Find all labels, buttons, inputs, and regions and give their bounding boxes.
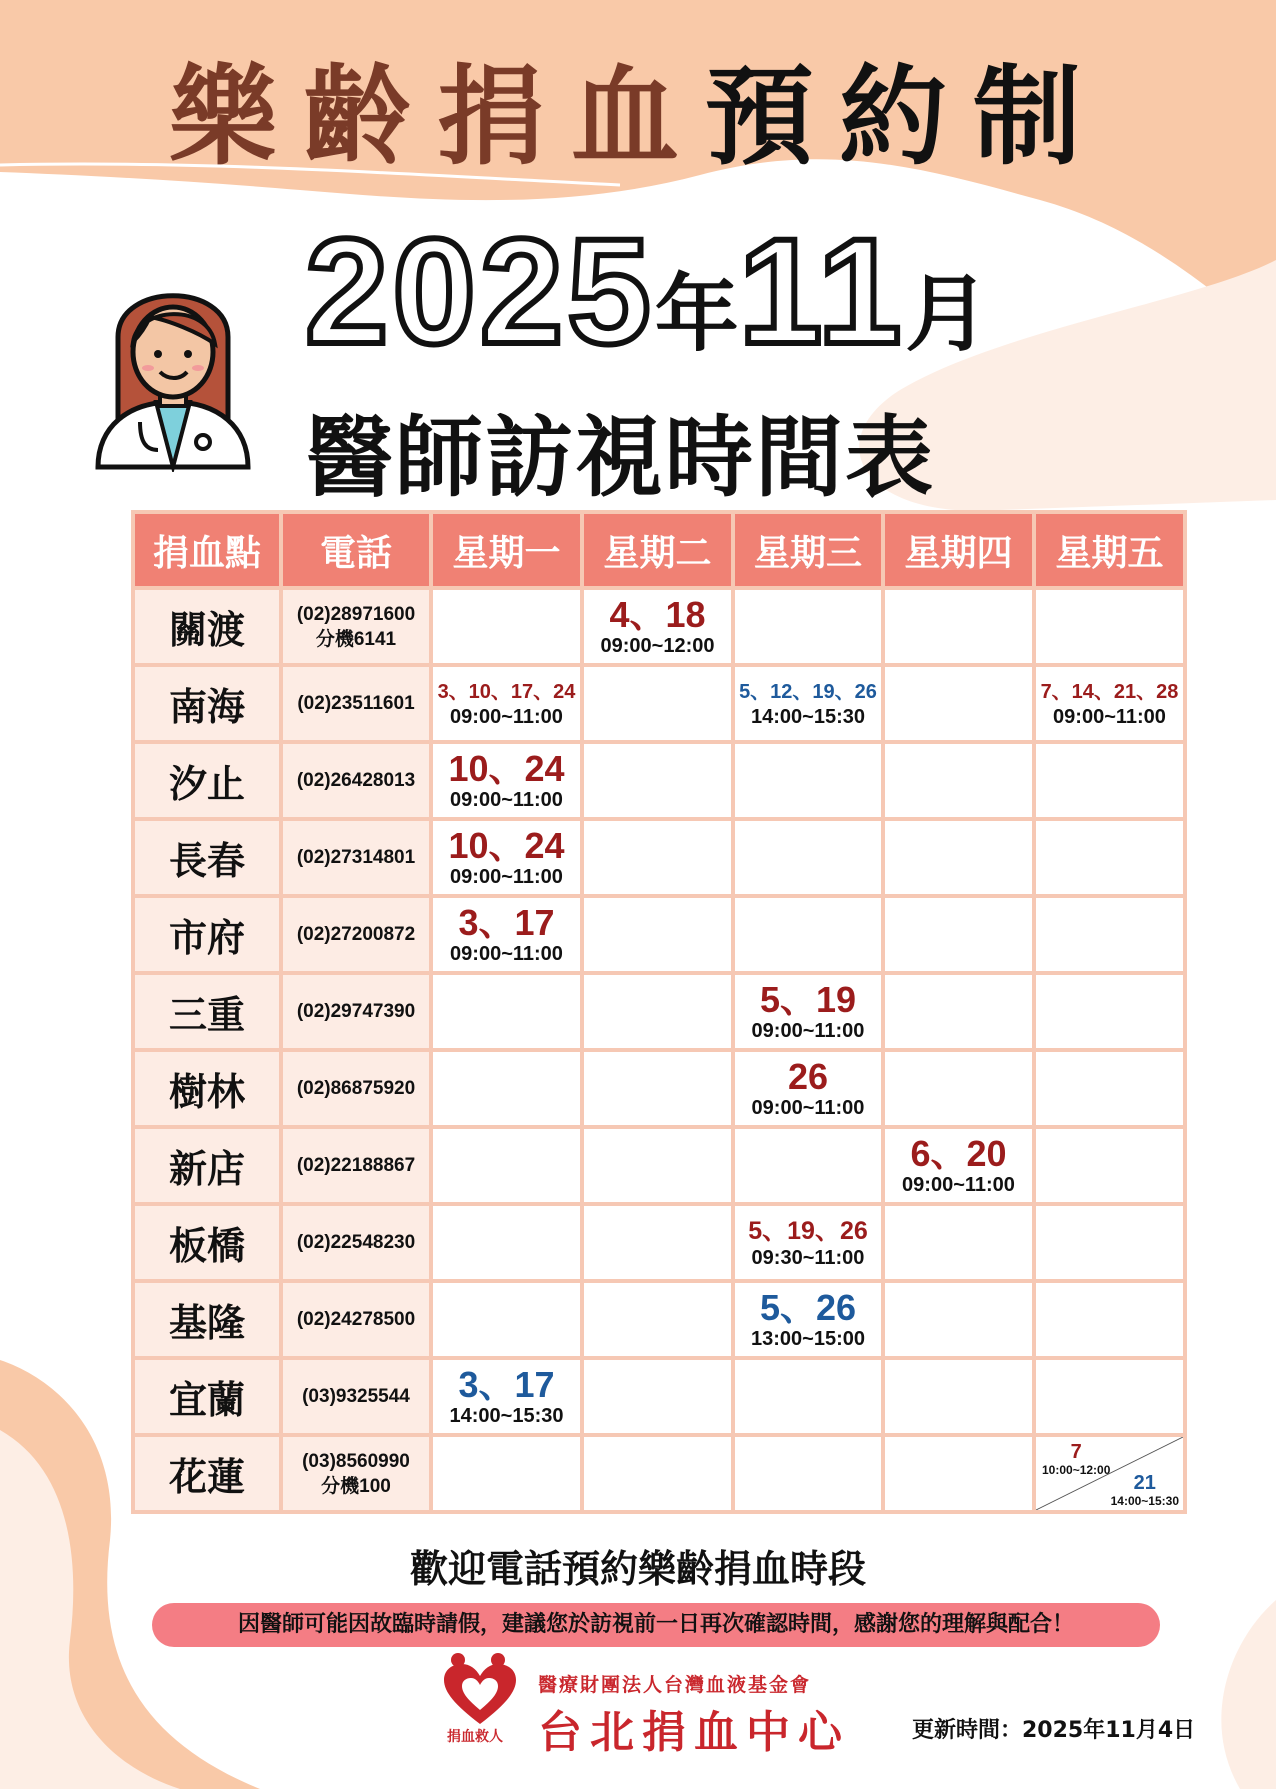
schedule-subtitle: 醫師訪視時間表 [305,406,936,509]
schedule-cell-empty [883,1281,1034,1358]
phone-extension: 分機6141 [315,628,397,650]
phone-cell [281,973,431,1050]
schedule-cell [733,665,883,742]
schedule-cell-empty [733,1358,883,1435]
location-cell: 三重 [133,973,281,1050]
table-row [133,588,1185,665]
phone-number: (02)22188867 [296,1155,416,1176]
location-cell: 汐止 [133,742,281,819]
schedule-cell [733,1204,883,1281]
visit-time-second: 14:00~15:30 [1110,1494,1179,1508]
schedule-cell-empty [582,665,733,742]
schedule-cell [733,1281,883,1358]
table-row [133,819,1185,896]
visit-dates: 5、19、26 [748,1216,868,1245]
visit-time: 09:00~11:00 [751,1096,865,1119]
schedule-cell-empty [733,896,883,973]
schedule-cell-empty [431,1435,582,1512]
schedule-cell-empty [883,1358,1034,1435]
location-cell: 宜蘭 [133,1358,281,1435]
visit-dates: 5、19 [759,978,857,1020]
schedule-cell-empty [582,1358,733,1435]
phone-cell [281,588,431,665]
phone-number: (02)86875920 [296,1078,416,1099]
visit-time: 09:00~11:00 [1053,705,1166,728]
table-row [133,973,1185,1050]
schedule-cell-empty [1034,1204,1185,1281]
welcome-message: 歡迎電話預約樂齡捐血時段 [409,1547,866,1591]
phone-number: (02)24278500 [296,1309,416,1330]
phone-number: (02)27314801 [296,847,416,868]
visit-time: 09:00~11:00 [751,1019,865,1042]
schedule-cell-empty [431,1050,582,1127]
visit-date-first: 7 [1070,1441,1082,1463]
phone-cell [281,1050,431,1127]
visit-time: 09:00~11:00 [450,705,563,728]
phone-number: (03)8560990 [302,1450,410,1472]
schedule-cell-empty [1034,819,1185,896]
schedule-cell-empty [582,819,733,896]
phone-cell [281,819,431,896]
schedule-cell-empty [883,1050,1034,1127]
location-cell: 板橋 [133,1204,281,1281]
visit-time: 09:00~11:00 [902,1173,1015,1196]
schedule-cell-empty [1034,973,1185,1050]
phone-number: (02)23511601 [297,693,415,714]
schedule-cell-empty [883,1204,1034,1281]
period-heading [305,205,990,375]
schedule-cell-empty [733,819,883,896]
header-tuesday: 星期二 [582,512,733,588]
schedule-cell-empty [1034,1358,1185,1435]
center-name: 台北捐血中心 [538,1707,850,1758]
schedule-cell-empty [582,1204,733,1281]
phone-extension: 分機100 [321,1475,391,1497]
phone-number: (02)27200872 [296,924,416,945]
year-unit: 年 [654,265,739,363]
schedule-cell-empty [1034,1127,1185,1204]
schedule-cell-empty [1034,896,1185,973]
schedule-cell-empty [883,896,1034,973]
table-row [133,1358,1185,1435]
location-cell: 長春 [133,819,281,896]
header-location: 捐血點 [133,512,281,588]
table-row [133,1127,1185,1204]
schedule-cell [431,665,582,742]
schedule-cell [431,1358,582,1435]
schedule-table [131,510,1187,1514]
phone-cell [281,1204,431,1281]
title-part-1: 樂齡捐血 [168,55,705,180]
location-cell: 市府 [133,896,281,973]
updated-timestamp: 更新時間：2025年11月4日 [912,1718,1196,1743]
location-cell: 關渡 [133,588,281,665]
schedule-cell-empty [582,973,733,1050]
schedule-cell-empty [883,665,1034,742]
header-phone: 電話 [281,512,431,588]
header-thursday: 星期四 [883,512,1034,588]
phone-cell [281,1127,431,1204]
visit-time: 09:30~11:00 [751,1246,865,1269]
schedule-cell-empty [733,588,883,665]
visit-dates: 3、17 [458,901,555,943]
schedule-cell-empty [582,1050,733,1127]
visit-dates: 5、26 [759,1286,857,1328]
schedule-cell-empty [431,1127,582,1204]
visit-dates: 3、10、17、24 [437,680,576,703]
schedule-cell [733,1050,883,1127]
schedule-cell-empty [1034,1281,1185,1358]
phone-cell [281,1281,431,1358]
visit-time: 09:00~11:00 [450,865,563,888]
phone-number: (03)9325544 [302,1386,410,1407]
visit-time: 09:00~11:00 [450,788,563,811]
schedule-cell-empty [733,1435,883,1512]
phone-number: (02)26428013 [296,770,416,791]
visit-dates: 7、14、21、28 [1040,680,1179,703]
visit-dates: 5、12、19、26 [739,680,877,703]
visit-time: 14:00~15:30 [751,705,865,728]
schedule-cell-empty [883,742,1034,819]
schedule-cell [733,973,883,1050]
schedule-cell-split [1034,1435,1185,1512]
table-row [133,665,1185,742]
schedule-cell [431,742,582,819]
header-wednesday: 星期三 [733,512,883,588]
table-row [133,896,1185,973]
month-number: 11 [738,207,906,375]
phone-cell [281,742,431,819]
header-monday: 星期一 [431,512,582,588]
table-header-row [133,512,1185,588]
visit-dates: 3、17 [458,1363,555,1405]
location-cell: 花蓮 [133,1435,281,1512]
schedule-cell-empty [431,973,582,1050]
schedule-cell-empty [883,819,1034,896]
visit-time-first: 10:00~12:00 [1042,1463,1111,1477]
phone-cell [281,665,431,742]
year-number: 2025 [305,207,655,375]
visit-dates: 10、24 [448,747,565,789]
schedule-cell-empty [431,1281,582,1358]
schedule-cell-empty [582,742,733,819]
location-cell: 南海 [133,665,281,742]
phone-cell [281,1435,431,1512]
schedule-cell [883,1127,1034,1204]
schedule-cell-empty [582,1281,733,1358]
location-cell: 新店 [133,1127,281,1204]
schedule-cell-empty [733,1127,883,1204]
table-row [133,1204,1185,1281]
notice-banner: 因醫師可能因故臨時請假，建議您於訪視前一日再次確認時間，感謝您的理解與配合！ [152,1603,1160,1647]
logo-slogan: 捐血救人 [447,1729,503,1745]
visit-dates: 6、20 [910,1132,1007,1174]
phone-number: (02)22548230 [296,1232,416,1253]
table-row [133,1050,1185,1127]
title-part-2: 預約制 [705,55,1108,180]
location-cell: 樹林 [133,1050,281,1127]
schedule-cell [582,588,733,665]
visit-dates: 4、18 [609,593,706,635]
split-second-slot [1111,1472,1179,1508]
schedule-cell-empty [733,742,883,819]
blood-donation-logo-icon [440,1650,520,1730]
organization-name: 醫療財團法人台灣血液基金會 [538,1674,812,1696]
table-row [133,1281,1185,1358]
visit-time: 14:00~15:30 [449,1404,564,1427]
phone-number: (02)28971600 [296,603,416,625]
schedule-cell-empty [431,1204,582,1281]
schedule-cell-empty [883,1435,1034,1512]
phone-cell [281,1358,431,1435]
schedule-cell-empty [1034,588,1185,665]
visit-dates: 10、24 [448,824,565,866]
phone-cell [281,896,431,973]
schedule-cell-empty [883,588,1034,665]
split-first-slot [1042,1441,1110,1477]
table-row [133,1435,1185,1512]
schedule-cell [431,896,582,973]
schedule-cell [1034,665,1185,742]
schedule-cell-empty [883,973,1034,1050]
visit-dates: 26 [787,1055,829,1097]
visit-date-second: 21 [1133,1472,1156,1494]
visit-time: 13:00~15:00 [751,1327,865,1350]
schedule-cell-empty [1034,1050,1185,1127]
schedule-cell-empty [582,1127,733,1204]
month-unit: 月 [905,265,990,363]
location-cell: 基隆 [133,1281,281,1358]
schedule-cell-empty [582,896,733,973]
table-row [133,742,1185,819]
page-title [0,30,1276,185]
visit-time: 09:00~12:00 [600,634,715,657]
visit-time: 09:00~11:00 [450,942,563,965]
schedule-cell [431,819,582,896]
phone-number: (02)29747390 [296,1001,416,1022]
schedule-cell-empty [431,588,582,665]
header-friday: 星期五 [1034,512,1185,588]
schedule-cell-empty [1034,742,1185,819]
schedule-cell-empty [582,1435,733,1512]
doctor-icon [88,262,258,472]
